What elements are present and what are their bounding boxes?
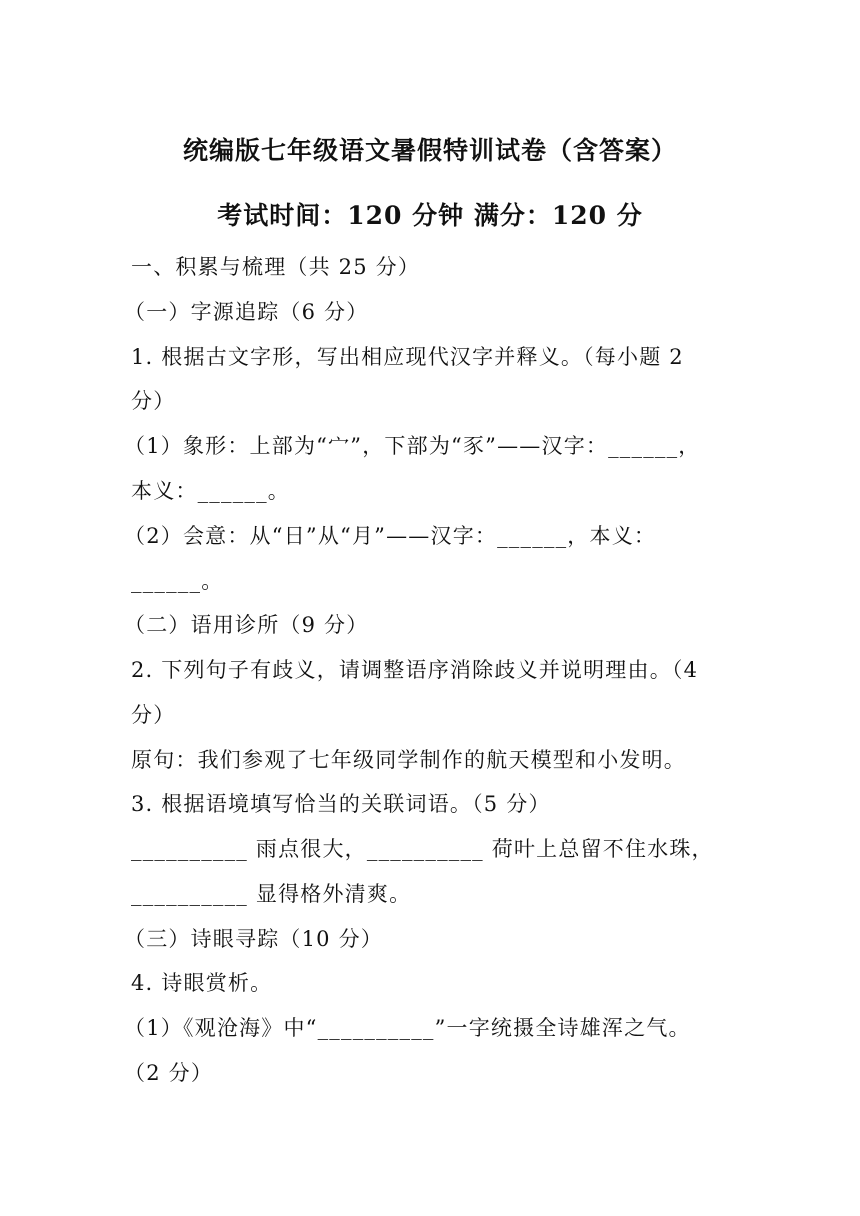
question-text: 2. 下列句子有歧义，请调整语序消除歧义并说明理由。（4	[131, 658, 699, 682]
section-heading: 一、积累与梳理（共 25 分）	[131, 255, 421, 279]
question-text: 1. 根据古文字形，写出相应现代汉字并释义。（每小题 2	[131, 345, 684, 369]
subsection-heading: （一）字源追踪（6 分）	[124, 300, 369, 324]
question-text: 原句：我们参观了七年级同学制作的航天模型和小发明。	[131, 748, 686, 772]
question-text: __________ 显得格外清爽。	[131, 882, 412, 906]
question-text: 分）	[131, 389, 176, 413]
question-item: （2 分）	[124, 1061, 214, 1085]
question-text: 4. 诗眼赏析。	[131, 971, 273, 995]
question-item: （1）象形：上部为“宀”，下部为“豕”——汉字：______，	[124, 434, 701, 458]
question-text: 分）	[131, 703, 176, 727]
exam-title: 统编版七年级语文暑假特训试卷（含答案）	[182, 136, 677, 165]
question-item: 本义：______。	[131, 479, 290, 503]
question-text: 3. 根据语境填写恰当的关联词语。（5 分）	[131, 792, 551, 816]
exam-time-and-score: 考试时间：120 分钟 满分：120 分	[217, 201, 643, 230]
subsection-heading: （二）语用诊所（9 分）	[124, 613, 369, 637]
question-item: ______。	[131, 569, 224, 593]
question-text: __________ 雨点很大，__________ 荷叶上总留不住水珠，	[131, 837, 714, 861]
question-item: （2）会意：从“日”从“月”——汉字：______，本义：	[124, 524, 657, 548]
subsection-heading: （三）诗眼寻踪（10 分）	[124, 927, 383, 951]
question-item: （1）《观沧海》中“__________”一字统摄全诗雄浑之气。	[124, 1016, 691, 1040]
